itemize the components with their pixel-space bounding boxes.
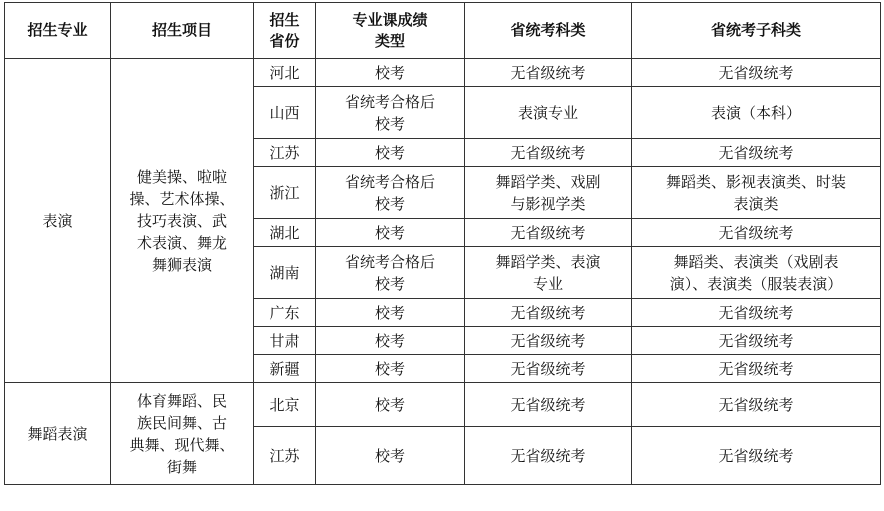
grade-type-cell — [316, 383, 465, 427]
grade-type-cell-line: 校考 — [374, 114, 405, 133]
project-cell-line: 操、艺术体操、 — [129, 189, 235, 208]
subcategory-cell-line: 无省级统考 — [718, 143, 794, 162]
category-cell-line: 表演专业 — [517, 103, 578, 122]
subcategory-cell-line: 无省级统考 — [718, 331, 794, 350]
category-cell-line: 无省级统考 — [510, 331, 586, 350]
grade-type-cell-line: 校考 — [374, 274, 405, 293]
category-cell — [465, 59, 632, 87]
subcategory-cell — [632, 139, 881, 167]
project-cell — [111, 383, 254, 485]
subcategory-cell-line: 无省级统考 — [718, 303, 794, 322]
grade-type-cell-line: 校考 — [374, 331, 405, 350]
category-cell-line: 无省级统考 — [510, 223, 586, 242]
subcategory-cell-line: 无省级统考 — [718, 63, 794, 82]
header-subcategory: 省统考子科类 — [632, 3, 881, 59]
project-cell-line: 健美操、啦啦 — [136, 167, 227, 186]
subcategory-cell — [632, 383, 881, 427]
category-cell-line: 无省级统考 — [510, 303, 586, 322]
header-category: 省统考科类 — [465, 3, 632, 59]
subcategory-cell — [632, 327, 881, 355]
header-grade-type: 专业课成绩 类型 — [316, 3, 465, 59]
grade-type-cell — [316, 139, 465, 167]
category-cell — [465, 87, 632, 139]
project-cell-line: 街舞 — [166, 457, 197, 476]
subcategory-cell-line: 无省级统考 — [718, 223, 794, 242]
subcategory-cell — [632, 247, 881, 299]
project-cell-line: 术表演、舞龙 — [136, 233, 227, 252]
header-major: 招生专业 — [5, 3, 111, 59]
category-cell — [465, 247, 632, 299]
category-cell — [465, 327, 632, 355]
province-cell: 北京 — [254, 383, 316, 427]
category-cell — [465, 383, 632, 427]
subcategory-cell-line: 表演（本科） — [710, 103, 801, 122]
grade-type-cell-line: 校考 — [374, 303, 405, 322]
major-cell: 表演 — [5, 59, 111, 383]
project-cell-line: 舞狮表演 — [151, 255, 212, 274]
subcategory-cell — [632, 299, 881, 327]
subcategory-cell-line: 无省级统考 — [718, 446, 794, 465]
project-cell-line: 族民间舞、古 — [136, 413, 227, 432]
header-project: 招生项目 — [111, 3, 254, 59]
subcategory-cell-line: 舞蹈类、影视表演类、时装 — [665, 172, 846, 191]
province-cell: 甘肃 — [254, 327, 316, 355]
subcategory-cell — [632, 87, 881, 139]
grade-type-cell — [316, 299, 465, 327]
category-cell-line: 无省级统考 — [510, 359, 586, 378]
subcategory-cell-line: 表演类 — [733, 194, 779, 213]
province-cell: 河北 — [254, 59, 316, 87]
province-cell: 湖南 — [254, 247, 316, 299]
subcategory-cell-line: 无省级统考 — [718, 395, 794, 414]
province-cell: 新疆 — [254, 355, 316, 383]
category-cell-line: 无省级统考 — [510, 446, 586, 465]
category-cell-line: 无省级统考 — [510, 143, 586, 162]
grade-type-cell — [316, 167, 465, 219]
grade-type-cell — [316, 219, 465, 247]
table-body — [5, 59, 881, 485]
project-cell-line: 典舞、现代舞、 — [129, 435, 235, 454]
category-cell-line: 舞蹈学类、戏剧 — [495, 172, 601, 191]
grade-type-cell — [316, 327, 465, 355]
subcategory-cell-line: 无省级统考 — [718, 359, 794, 378]
subcategory-cell-line: 演）、表演类（服装表演） — [669, 274, 843, 293]
province-cell: 江苏 — [254, 139, 316, 167]
category-cell-line: 无省级统考 — [510, 63, 586, 82]
subcategory-cell — [632, 219, 881, 247]
category-cell-line: 专业 — [532, 274, 563, 293]
subcategory-cell — [632, 355, 881, 383]
subcategory-cell — [632, 59, 881, 87]
grade-type-cell-line: 校考 — [374, 143, 405, 162]
grade-type-cell — [316, 427, 465, 485]
grade-type-cell-line: 校考 — [374, 395, 405, 414]
header-province: 招生 省份 — [254, 3, 316, 59]
project-cell-line: 技巧表演、武 — [136, 211, 227, 230]
grade-type-cell — [316, 355, 465, 383]
grade-type-cell-line: 校考 — [374, 446, 405, 465]
subcategory-cell — [632, 167, 881, 219]
province-cell: 湖北 — [254, 219, 316, 247]
major-cell: 舞蹈表演 — [5, 383, 111, 485]
grade-type-cell-line: 校考 — [374, 223, 405, 242]
category-cell — [465, 167, 632, 219]
category-cell-line: 无省级统考 — [510, 395, 586, 414]
grade-type-cell-line: 省统考合格后 — [344, 92, 435, 111]
admissions-table — [4, 2, 881, 485]
category-cell — [465, 219, 632, 247]
subcategory-cell-line: 舞蹈类、表演类（戏剧表 — [673, 252, 839, 271]
category-cell — [465, 355, 632, 383]
header-row — [5, 3, 881, 59]
grade-type-cell-line: 省统考合格后 — [344, 172, 435, 191]
project-cell-line: 体育舞蹈、民 — [136, 391, 227, 410]
province-cell: 江苏 — [254, 427, 316, 485]
category-cell — [465, 427, 632, 485]
grade-type-cell — [316, 87, 465, 139]
grade-type-cell — [316, 59, 465, 87]
project-cell — [111, 59, 254, 383]
province-cell: 浙江 — [254, 167, 316, 219]
grade-type-cell-line: 省统考合格后 — [344, 252, 435, 271]
province-cell: 山西 — [254, 87, 316, 139]
table-row — [5, 383, 881, 427]
category-cell — [465, 299, 632, 327]
category-cell-line: 与影视学类 — [510, 194, 586, 213]
category-cell-line: 舞蹈学类、表演 — [495, 252, 601, 271]
subcategory-cell — [632, 427, 881, 485]
province-cell: 广东 — [254, 299, 316, 327]
table-row — [5, 59, 881, 87]
grade-type-cell-line: 校考 — [374, 194, 405, 213]
grade-type-cell-line: 校考 — [374, 63, 405, 82]
category-cell — [465, 139, 632, 167]
grade-type-cell-line: 校考 — [374, 359, 405, 378]
grade-type-cell — [316, 247, 465, 299]
